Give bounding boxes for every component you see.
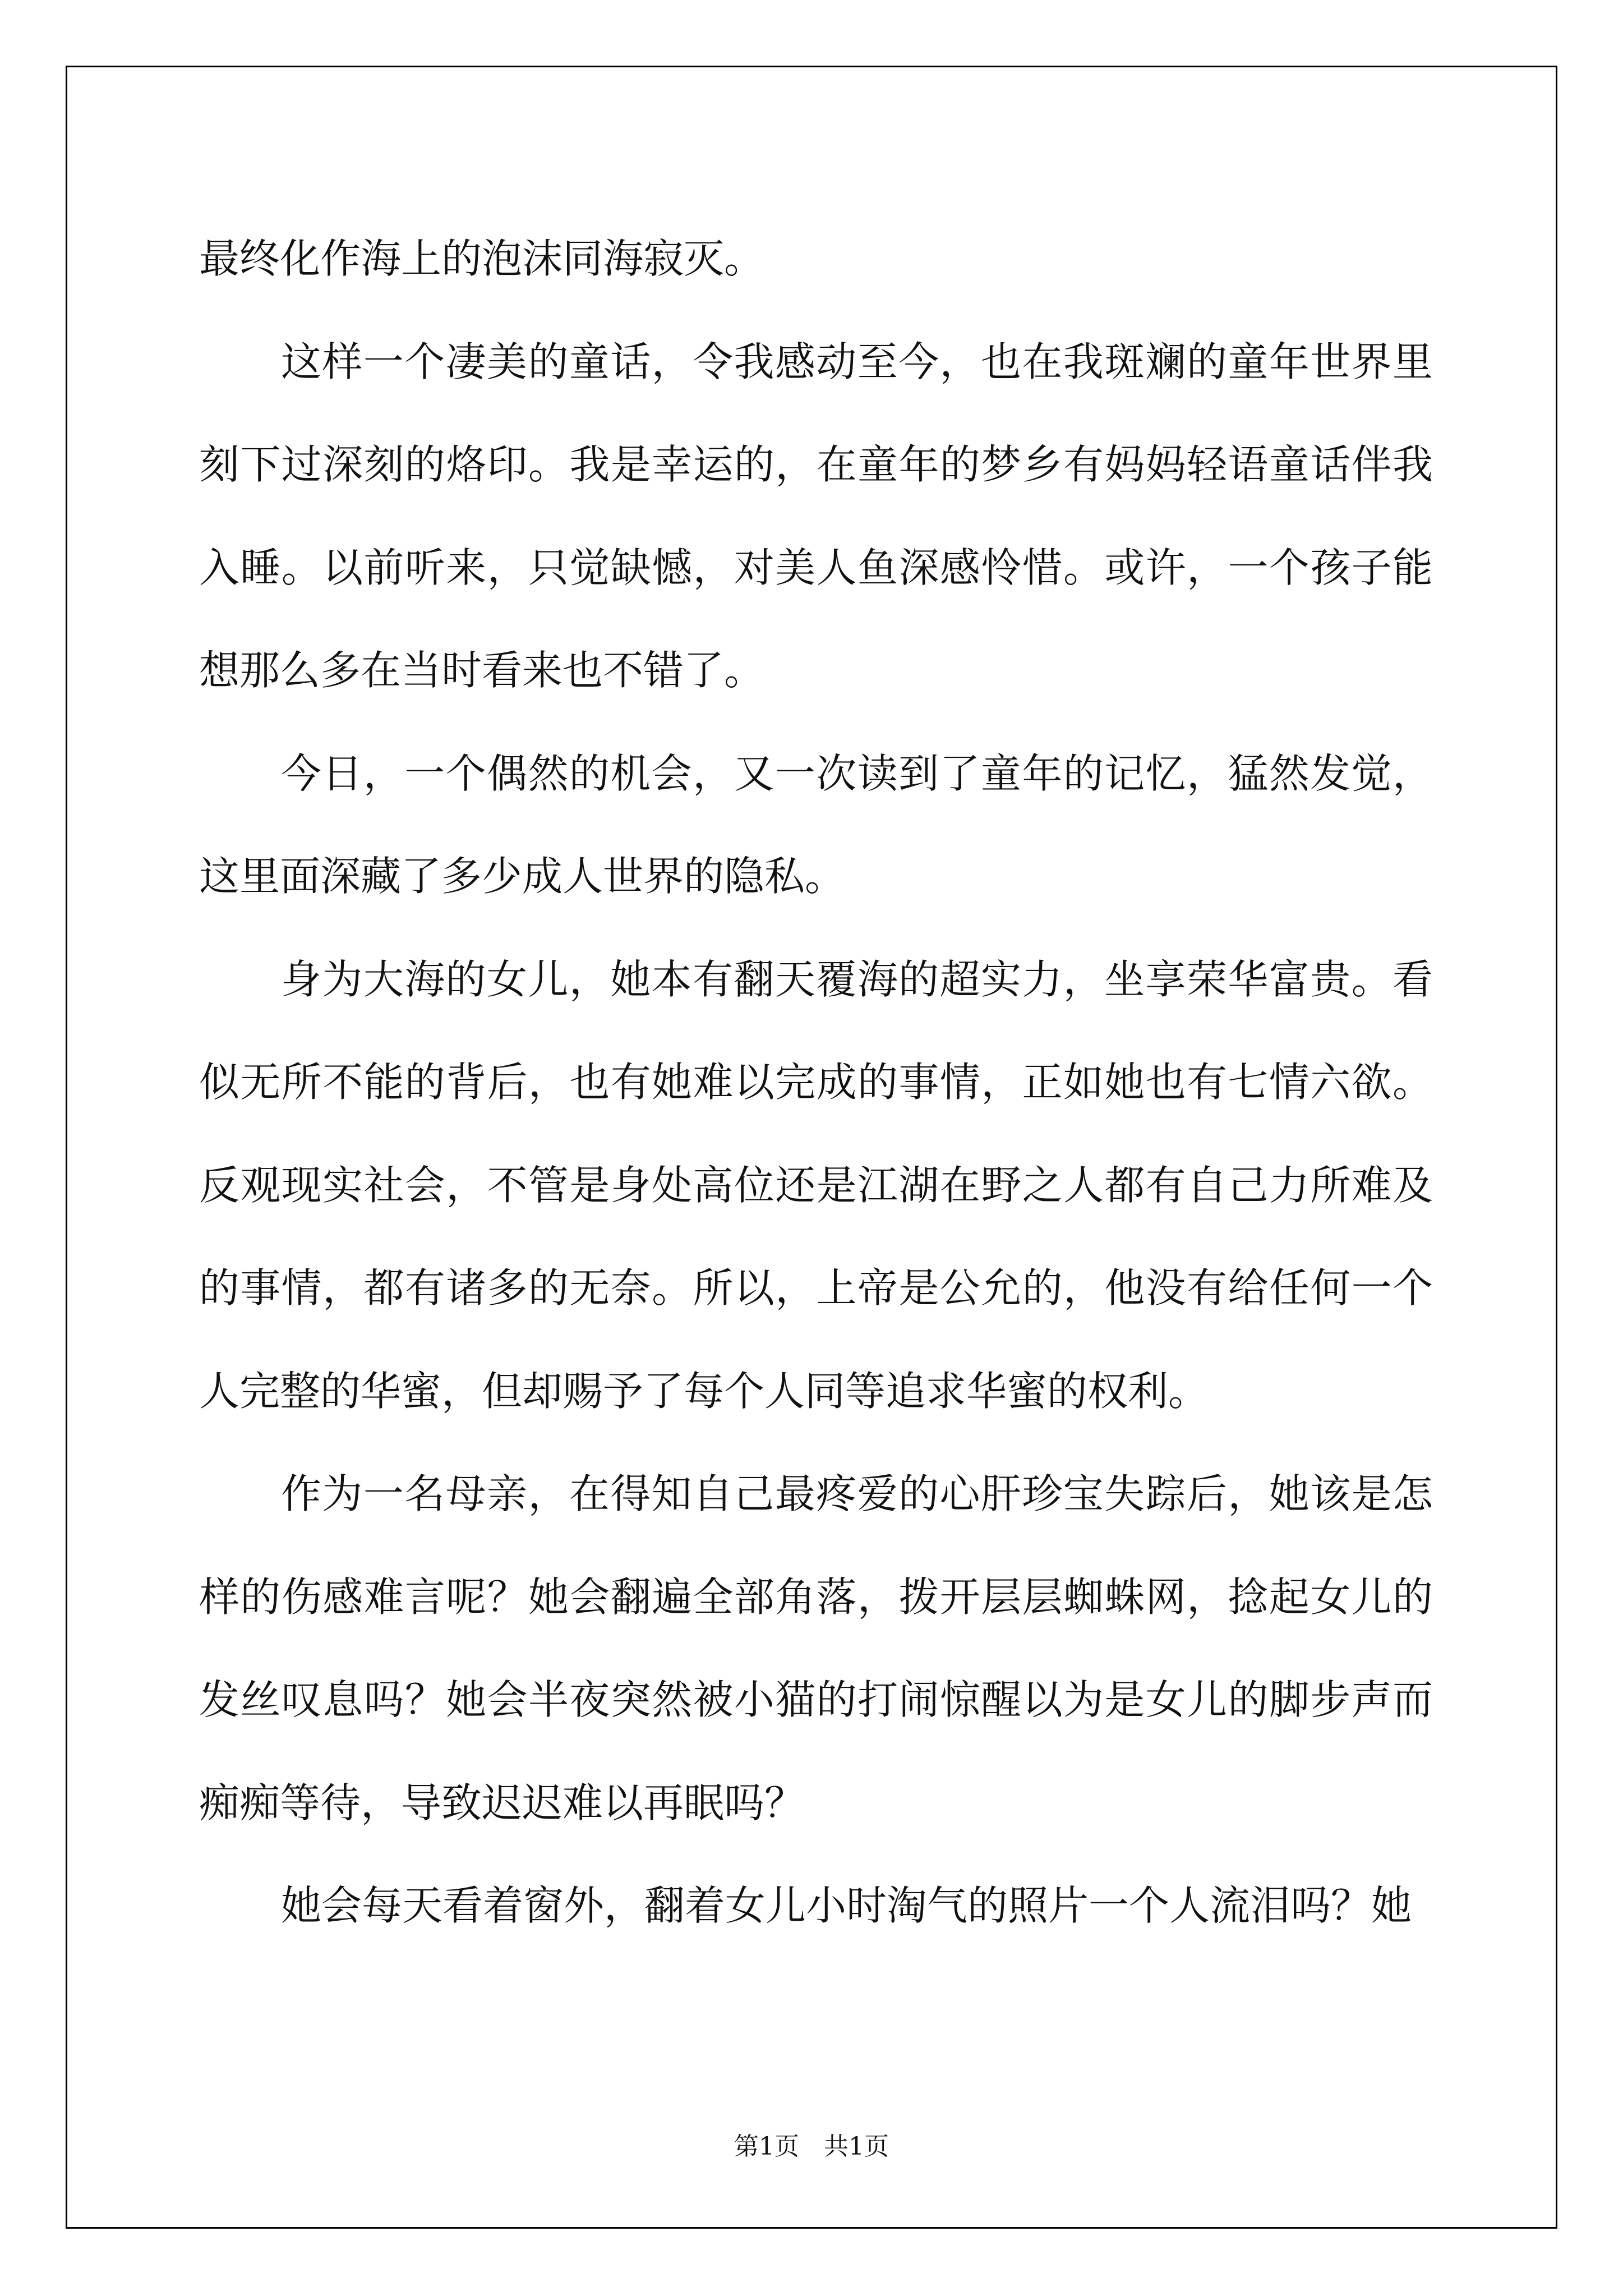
paragraph-5: 作为一名母亲，在得知自己最疼爱的心肝珍宝失踪后，她该是怎样的伤感难言呢？她会翻遍全部角落，拨开层层蜘蛛网，捻起女儿的发丝叹息吗？她会半夜突然被小猫的打闹惊醒以为是女儿的脚步声而痴痴等待，导致迟迟难以再眠吗？ — [199, 1470, 1433, 1826]
paragraph-4: 身为大海的女儿，她本有翻天覆海的超实力，坐享荣华富贵。看似无所不能的背后，也有她难以完成的事情，正如她也有七情六欲。反观现实社会，不管是身处高位还是江湖在野之人都有自己力所难及的事情，都有诸多的无奈。所以，上帝是公允的，他没有给任何一个人完整的华蜜，但却赐予了每个人同等追求华蜜的权利。 — [199, 955, 1433, 1415]
paragraph-2: 这样一个凄美的童话，令我感动至今，也在我斑斓的童年世界里刻下过深刻的烙印。我是幸运的，在童年的梦乡有妈妈轻语童话伴我入睡。以前听来，只觉缺憾，对美人鱼深感怜惜。或许，一个孩子能想那么多在当时看来也不错了。 — [199, 338, 1433, 694]
paragraph-3: 今日，一个偶然的机会，又一次读到了童年的记忆，猛然发觉，这里面深藏了多少成人世界的隐私。 — [199, 749, 1433, 900]
paragraph-6: 她会每天看着窗外，翻着女儿小时淘气的照片一个人流泪吗？她 — [281, 1882, 1412, 1929]
document-body — [199, 208, 1433, 1958]
paragraph-1: 最终化作海上的泡沫同海寂灭。 — [199, 235, 765, 282]
page-footer: 第1页 共1页 — [734, 2132, 889, 2161]
